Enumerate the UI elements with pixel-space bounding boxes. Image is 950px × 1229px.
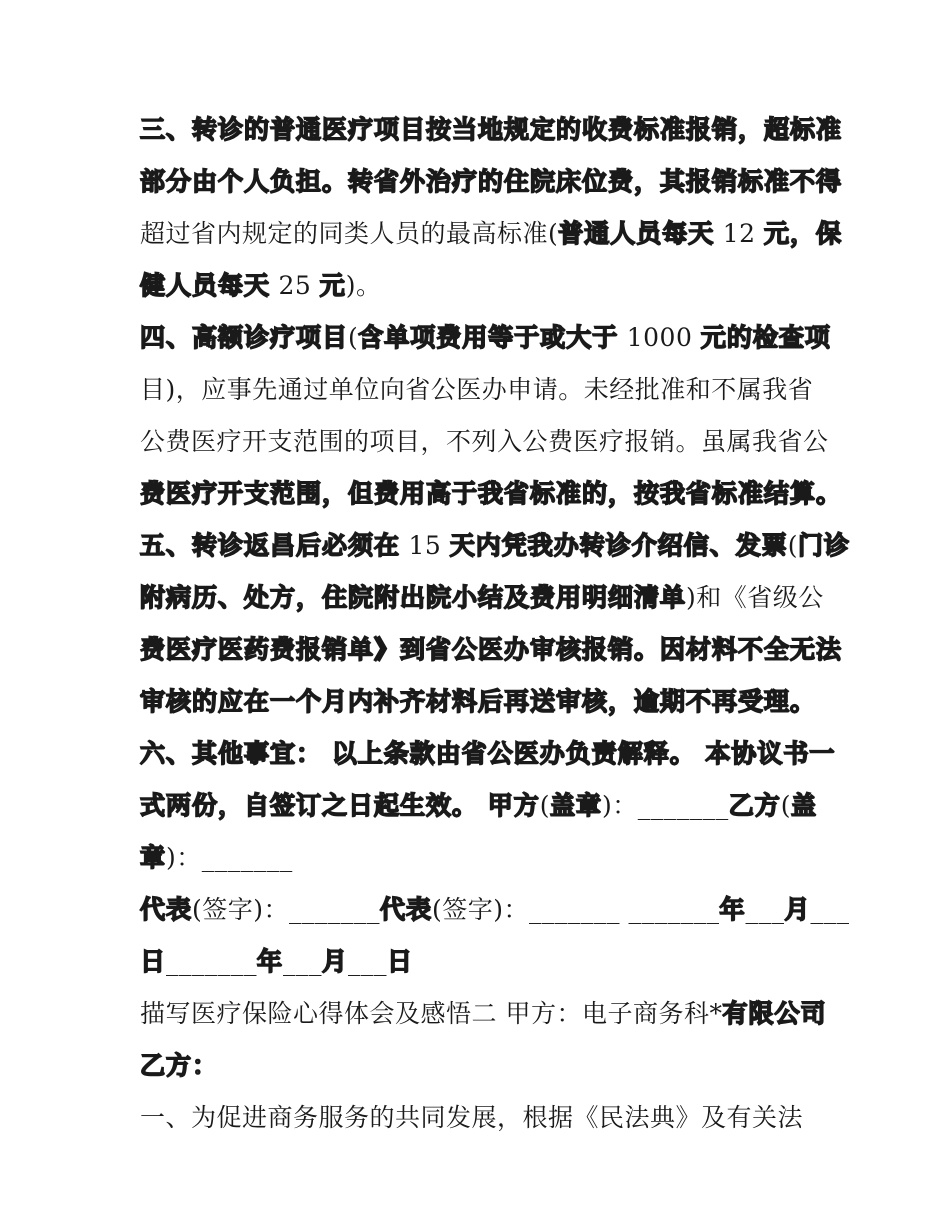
text-segment: 代表 bbox=[140, 895, 193, 924]
text-line bbox=[140, 630, 843, 670]
text-line bbox=[140, 162, 843, 202]
text-segment: ___ bbox=[348, 947, 388, 976]
text-line bbox=[140, 370, 820, 410]
text-segment: 公费医疗开支范围的项目，不列入公费医疗报销。虽属我省公 bbox=[140, 427, 829, 456]
text-segment: 费医疗开支范围，但费用高于我省标准的，按我省标准结算。 bbox=[140, 479, 843, 508]
text-segment: 代表 bbox=[380, 895, 433, 924]
text-segment: 费医疗医药费报销单》到省公医办审核报销。因材料不全无法 bbox=[140, 635, 843, 664]
text-line bbox=[140, 214, 843, 254]
text-segment: 盖章 bbox=[549, 791, 602, 820]
text-segment: )和《省级公 bbox=[686, 583, 824, 612]
text-segment: _______ bbox=[166, 947, 258, 976]
text-line bbox=[140, 994, 827, 1034]
text-segment: 日 bbox=[140, 947, 167, 976]
text-line bbox=[140, 682, 820, 722]
text-segment: 月 bbox=[322, 947, 349, 976]
text-segment: 25 bbox=[270, 271, 320, 300]
text-segment: (签字)：_______ _______ bbox=[432, 895, 720, 924]
text-segment: 部分由个人负担。转省外治疗的住院床位费，其报销标准不得 bbox=[140, 167, 843, 196]
text-line bbox=[140, 838, 820, 878]
text-line bbox=[140, 1098, 820, 1138]
text-segment: 15 bbox=[400, 531, 450, 560]
text-segment: ___ bbox=[283, 947, 323, 976]
text-segment: 五、转诊返昌后必须在 bbox=[140, 531, 401, 560]
text-line bbox=[140, 578, 824, 618]
text-segment: 健人员每天 bbox=[140, 271, 271, 300]
text-segment: 盖 bbox=[791, 791, 818, 820]
text-line bbox=[140, 110, 843, 150]
text-segment: 审核的应在一个月内补齐材料后再送审核，逾期不再受理。 bbox=[140, 687, 817, 716]
text-line bbox=[140, 1046, 820, 1086]
text-segment: )。 bbox=[345, 271, 382, 300]
text-segment: 目)，应事先通过单位向省公医办申请。未经批准和不属我省 bbox=[140, 375, 814, 404]
text-segment: )：_______ bbox=[602, 791, 729, 820]
text-segment: 三、转诊的普通医疗项目按当地规定的收费标准报销，超标准 bbox=[140, 115, 843, 144]
text-segment: 附病历、处方，住院附出院小结及费用明细清单 bbox=[140, 583, 687, 612]
text-segment: ___ bbox=[810, 895, 850, 924]
text-line bbox=[140, 734, 836, 774]
text-segment: 天内凭我办转诊介绍信、发票 bbox=[449, 531, 788, 560]
text-segment: 有限公司 bbox=[722, 999, 827, 1028]
text-segment: 一、为促进商务服务的共同发展，根据《民法典》及有关法 bbox=[140, 1103, 804, 1132]
text-segment: ( bbox=[787, 531, 799, 560]
text-line bbox=[140, 422, 829, 462]
text-segment: 四、高额诊疗项目 bbox=[140, 323, 349, 352]
text-segment: 元，保 bbox=[764, 219, 843, 248]
text-segment: 普通人员每天 bbox=[558, 219, 715, 248]
text-segment: ___ bbox=[745, 895, 785, 924]
text-line bbox=[140, 474, 843, 514]
text-segment: 超过省内规定的同类人员的最高标准( bbox=[140, 219, 559, 248]
text-segment: 乙方 bbox=[728, 791, 781, 820]
text-segment: 元 bbox=[319, 271, 346, 300]
text-segment: 描写医疗保险心得体会及感悟二 甲方：电子商务科* bbox=[140, 999, 723, 1028]
text-segment: 六、其他事宜： 以上条款由省公医办负责解释。 本协议书一 bbox=[140, 739, 836, 768]
text-segment: 1000 bbox=[618, 323, 701, 352]
text-segment: 含单项费用等于或大于 bbox=[358, 323, 619, 352]
text-segment: )：_______ bbox=[166, 843, 293, 872]
text-segment: ( bbox=[780, 791, 792, 820]
text-segment: 式两份，自签订之日起生效。 甲方 bbox=[140, 791, 540, 820]
text-line bbox=[140, 890, 850, 930]
text-line bbox=[140, 266, 820, 306]
text-segment: ( bbox=[348, 323, 359, 352]
text-segment: 日 bbox=[387, 947, 414, 976]
text-segment: 年 bbox=[719, 895, 746, 924]
text-segment: ( bbox=[539, 791, 550, 820]
text-segment: 元的检查项 bbox=[700, 323, 831, 352]
text-line bbox=[140, 526, 851, 566]
text-segment: (签字)：_______ bbox=[192, 895, 381, 924]
text-segment: 乙方： bbox=[140, 1051, 219, 1080]
text-line bbox=[140, 318, 831, 358]
text-segment: 门诊 bbox=[798, 531, 851, 560]
text-line bbox=[140, 786, 820, 826]
text-segment: 年 bbox=[257, 947, 284, 976]
text-line bbox=[140, 942, 820, 982]
text-segment: 12 bbox=[714, 219, 764, 248]
text-segment: 章 bbox=[140, 843, 167, 872]
text-segment: 月 bbox=[784, 895, 811, 924]
